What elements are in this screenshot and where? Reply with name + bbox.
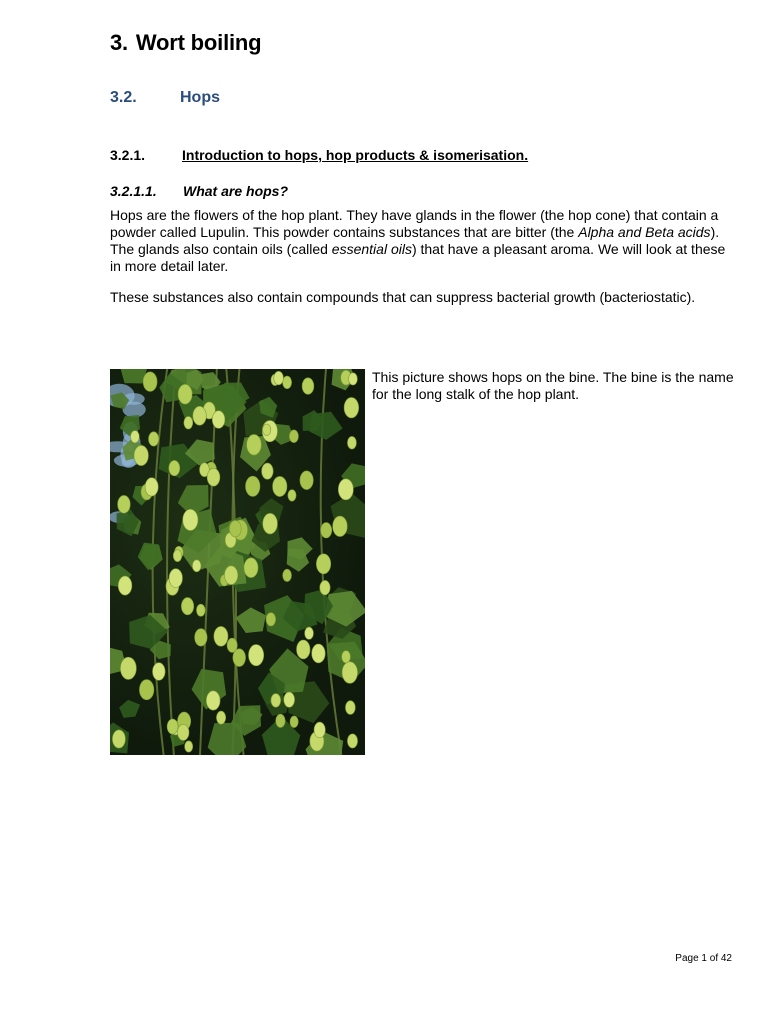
hop-cone [173,550,182,562]
hops-illustration [110,369,365,755]
hop-cone [342,662,357,684]
hop-cone [149,432,159,446]
intro-paragraph [110,207,735,275]
hop-cone [333,516,348,536]
hop-cone [263,424,271,435]
hop-cone [321,522,332,537]
hop-cone [344,397,359,417]
subsubsection-heading [110,183,289,199]
hop-cone [224,566,237,585]
hop-cone [300,471,313,490]
hop-cone [183,509,198,530]
hop-cone [271,694,281,708]
hop-cone [248,644,263,665]
hop-cone [167,719,178,734]
hop-cone [274,371,284,384]
hop-cone [118,495,131,513]
subsection-heading [110,147,529,163]
subsubsection-title: What are hops? [183,183,289,199]
hop-cone [192,560,201,572]
hop-cone [246,476,260,496]
hop-cone [316,554,330,574]
hop-cone [312,644,325,663]
intro-text-2: ). The glands also contain oils (called [110,224,720,257]
section-title: Hops [180,89,220,106]
hops-photo [110,369,365,755]
subsection-number: 3.2.1. [110,147,146,163]
hop-cone [347,436,356,449]
chapter-heading [110,30,261,56]
hop-cone [263,513,278,534]
hop-cone [283,376,292,389]
hop-cone [145,478,158,496]
hop-cone [273,476,287,496]
hop-cone [288,490,296,502]
hop-cone [139,680,153,700]
hop-cone [134,445,148,465]
hop-cone [262,463,274,479]
hop-cone [229,520,241,536]
subsection-title: Introduction to hops, hop products & isomerisation. [182,147,529,163]
chapter-title: Wort boiling [135,30,262,55]
section-heading [110,89,220,107]
hop-cone [247,434,262,455]
hop-cone [284,692,295,707]
hop-cone [342,651,351,663]
section-number: 3.2. [110,89,137,106]
hop-cone [347,734,357,748]
hop-cone [193,406,206,425]
hop-cone [302,378,314,394]
page-number: Page 1 of 42 [675,953,732,964]
hop-cone [184,416,193,429]
hop-cone [349,373,358,385]
hop-cone [320,580,330,594]
hop-cone [345,701,355,715]
alpha-beta-acids-term: Alpha and Beta acids [578,224,711,240]
photo-caption: This picture shows hops on the bine. The bine is the name for the long stalk of the hop plant. [372,369,734,402]
bine-stem [167,369,176,755]
hop-cone [169,460,180,475]
hop-cone [112,730,125,748]
hop-cone [314,722,325,738]
hop-cone [212,411,225,429]
hop-cone [290,716,298,728]
hop-cone [207,468,220,486]
hop-cone [195,629,207,646]
hop-cone [266,613,276,626]
hop-cone [276,714,285,727]
hop-cone [214,626,228,646]
hop-cone [227,638,237,652]
hop-cone [131,431,140,443]
hop-cone [244,558,258,578]
hop-cone [120,657,136,679]
hop-leaf [233,605,267,636]
hop-cone [169,569,182,588]
hop-cone [118,576,132,595]
hop-cone [206,691,220,710]
hop-cone [283,569,292,581]
chapter-number: 3. [110,30,128,55]
hop-cone [289,430,298,443]
essential-oils-term: essential oils [331,241,412,257]
hop-cone [305,627,314,639]
hop-cone [297,640,311,659]
hop-cone [181,598,193,615]
intro-text-1: Hops are the flowers of the hop plant. They have glands in the flower (the hop cone) that contain a powder called Lupulin. This powder contains substances that are bitter (the [110,207,719,240]
hop-cone [185,741,193,752]
hop-cone [153,663,166,681]
bacteriostatic-paragraph: These substances also contain compounds that can suppress bacterial growth (bacteriostatic). [110,289,696,305]
hop-cone [338,479,353,500]
subsubsection-number: 3.2.1.1. [110,183,157,199]
hop-cone [216,711,225,724]
hop-cone [177,724,189,740]
hop-cone [178,384,192,404]
hop-cone [196,604,205,616]
hop-leaf [118,696,144,721]
hop-cone [143,372,157,392]
intro-text-3: ) that have a pleasant aroma. We will look at these in more detail later. [110,241,726,274]
